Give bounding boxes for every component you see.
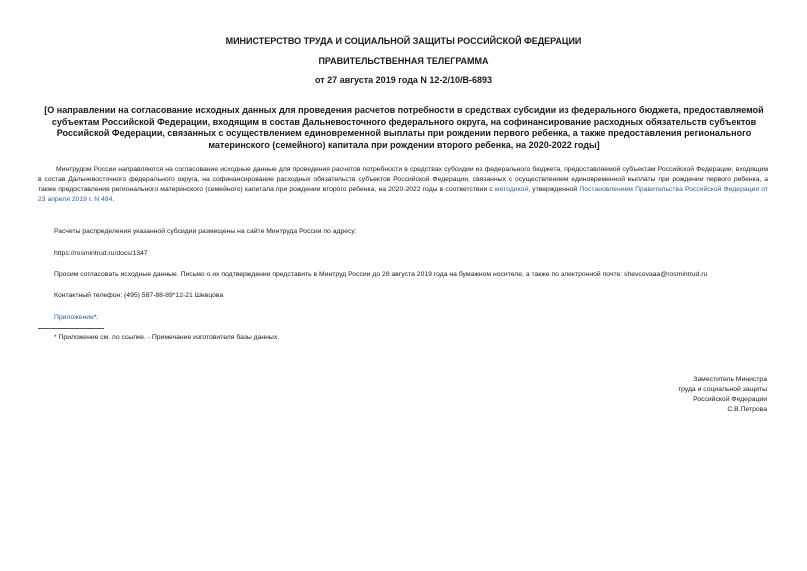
document-subject: [О направлении на согласование исходных данных для проведения расчетов потребности в средствах субсидии из федерального бюджета, предоставляемой субъектам Российской Федерации, входящим в состав Дальневосточного федерального округа, на софинансирование расходных обязательств субъектов Российской Федерации, связанных с осуществлением единовременной выплаты при рождении первого ребенка, а также предоставления регионального материнского (семейного) капитала при рождении второго ребенка, на 2020-2022 годы]: [44, 105, 764, 150]
signature-position-line-2: труда и социальной защиты: [677, 386, 767, 393]
appendix-suffix: *.: [93, 314, 99, 321]
signature-position-line-3: Российской Федерации: [693, 396, 767, 403]
appendix-link[interactable]: Приложение: [54, 314, 94, 321]
url-paragraph: https://rosmintrud.ru/docs/1347: [54, 250, 148, 257]
phone-paragraph: Контактный телефон: (495) 587-88-89*12-21 Шевцова: [54, 292, 224, 299]
document-type-heading: ПРАВИТЕЛЬСТВЕННАЯ ТЕЛЕГРАММА: [318, 56, 489, 66]
ministry-heading: МИНИСТЕРСТВО ТРУДА И СОЦИАЛЬНОЙ ЗАЩИТЫ РОССИЙСКОЙ ФЕДЕРАЦИИ: [225, 36, 582, 46]
appendix-paragraph: [54, 313, 98, 323]
main-paragraph: [38, 165, 768, 205]
footnote-divider: [38, 328, 104, 329]
resolution-link[interactable]: Постановлением Правительства Российской Федерации от 23 апреля 2019 г. N 484: [38, 186, 768, 203]
signatory-name: С.В.Петрова: [727, 406, 767, 413]
footnote: * Приложение см. по ссылке. - Примечание изготовителя базы данных.: [54, 334, 280, 341]
calculation-paragraph: Расчеты распределения указанной субсидии размещены на сайте Минтруда России по адресу:: [54, 228, 357, 235]
main-text: Минтрудом России направляются на согласование исходные данные для проведения расчетов потребности в средствах субсидии из федерального бюджета, предоставляемой субъектам Российской Федерации, входящим в состав Дальневосточного федерального округа, на софинансирование расходных обязательств субъектов Российской Федерации, связанных с осуществлением единовременной выплаты при рождении первого ребенка, а также предоставления регионального материнского (семейного) капитала при рождении второго ребенка, на 2020-2022 годы в соответствии с: [38, 166, 768, 193]
request-paragraph: Просим согласовать исходные данные. Письмо о их подтверждении представить в Минтруд России до 28 августа 2019 года на бумажном носителе, а также по электронной почте: shevcovaaa@rosmintrud.ru: [54, 271, 708, 278]
end-dot: .: [112, 196, 115, 203]
signature-block: [678, 375, 767, 415]
methodology-link[interactable]: методикой: [494, 186, 529, 193]
date-number-heading: от 27 августа 2019 года N 12-2/10/В-6893: [315, 75, 492, 85]
approved-text: , утвержденной: [528, 186, 580, 193]
signature-position-line-1: Заместитель Министра: [693, 376, 767, 383]
